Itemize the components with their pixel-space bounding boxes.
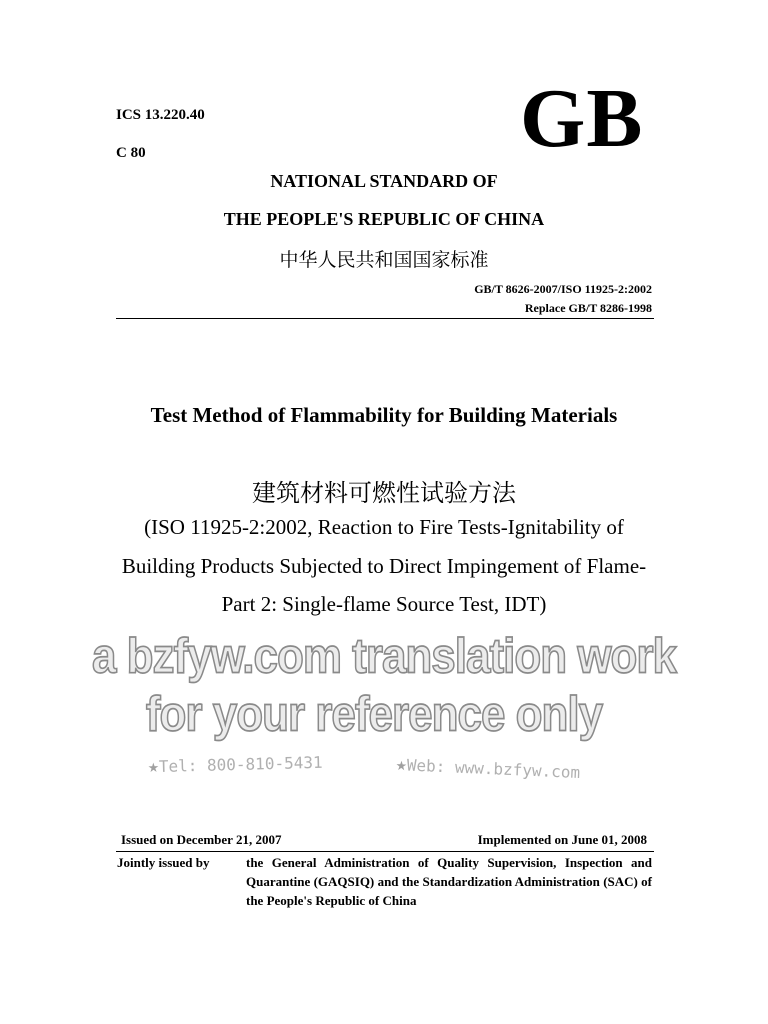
- national-standard-line2: THE PEOPLE'S REPUBLIC OF CHINA: [223, 209, 545, 229]
- national-standard-line1: NATIONAL STANDARD OF: [270, 171, 498, 191]
- watermark-tel: [148, 752, 323, 778]
- ics-code: ICS 13.220.40: [116, 107, 205, 123]
- jointly-issued-text: the General Administration of Quality Supervision, Inspection and Quarantine (GAQSIQ) and the Standardization Administration (SAC) of the People's Republic of China: [246, 855, 652, 908]
- star-icon: ★: [147, 756, 160, 778]
- replace-note: Replace GB/T 8286-1998: [524, 301, 652, 315]
- header-divider: [116, 318, 654, 319]
- jointly-issued-label: Jointly issued by: [117, 855, 210, 870]
- issued-date: Issued on December 21, 2007: [121, 832, 282, 847]
- watermark-web: [396, 754, 581, 783]
- star-icon: ★: [395, 754, 408, 776]
- footer-divider: [116, 851, 654, 852]
- tel-text: Tel: 800-810-5431: [158, 752, 323, 776]
- document-title-zh: 建筑材料可燃性试验方法: [252, 479, 516, 507]
- document-title: Test Method of Flammability for Building Materials: [150, 403, 618, 427]
- ccs-code: C 80: [116, 145, 146, 161]
- document-subtitle: (ISO 11925-2:2002, Reaction to Fire Tests-Ignitability of Building Products Subjected to Direct Impingement of Flame-Part 2: Single-flame Source Test, IDT): [121, 515, 647, 616]
- standard-codes: [474, 280, 652, 318]
- classification-codes: [116, 96, 205, 172]
- watermark-line2: for your reference only: [145, 687, 603, 742]
- national-standard-zh: 中华人民共和国国家标准: [279, 249, 489, 271]
- gb-logo: GB: [520, 72, 644, 165]
- watermark-line1: a bzfyw.com translation work: [91, 629, 677, 684]
- web-text: Web: www.bzfyw.com: [406, 755, 581, 783]
- standard-number: GB/T 8626-2007/ISO 11925-2:2002: [474, 282, 652, 296]
- implemented-date: Implemented on June 01, 2008: [477, 832, 647, 847]
